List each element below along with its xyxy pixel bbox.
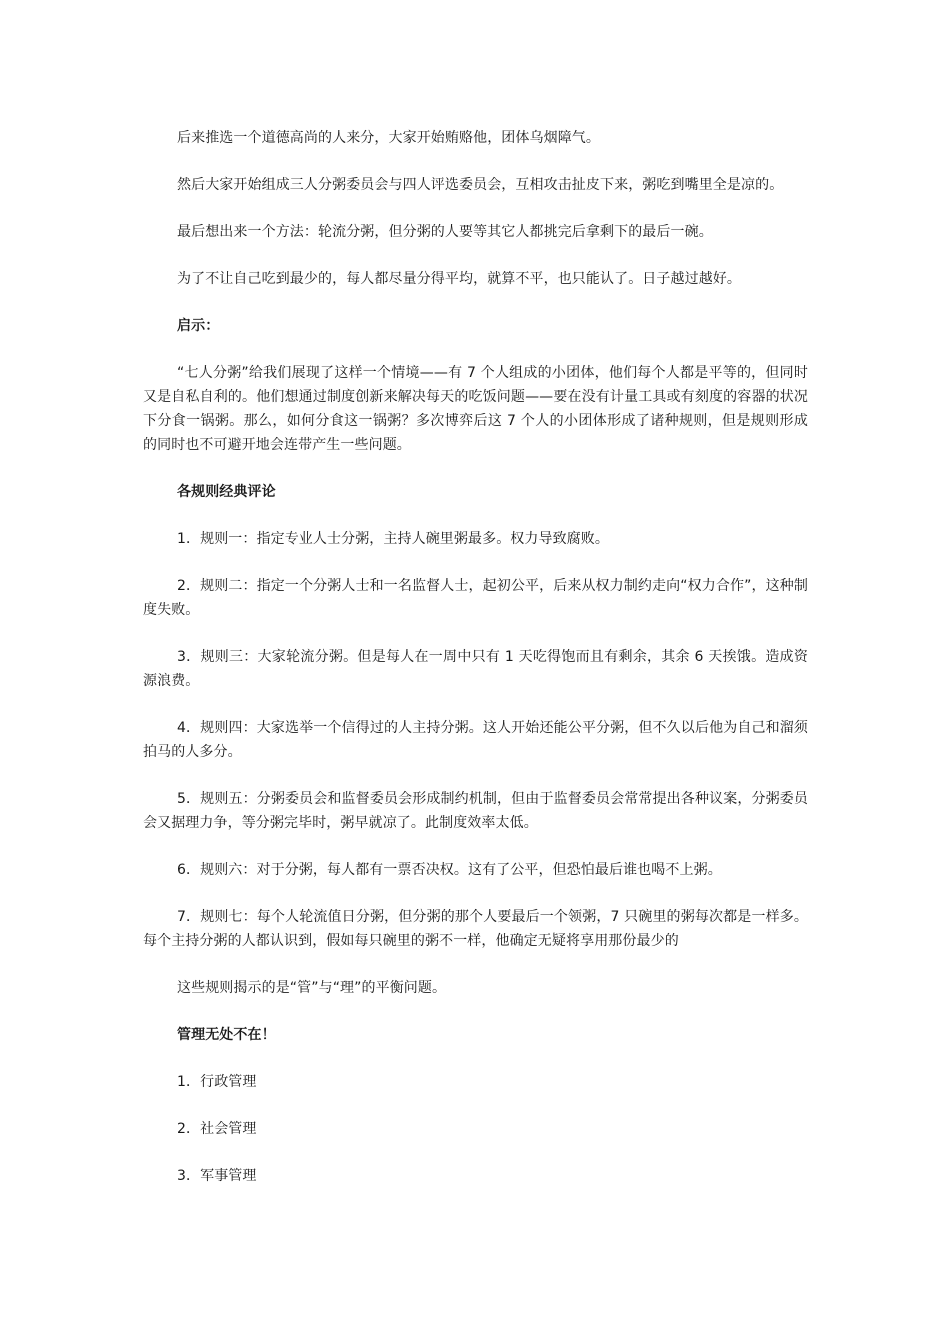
- rule-item-2: 2．规则二：指定一个分粥人士和一名监督人士，起初公平，后来从权力制约走向“权力合作”，这种制度失败。: [143, 578, 808, 618]
- rule-item-3: 3．规则三：大家轮流分粥。但是每人在一周中只有 1 天吃得饱而且有剩余，其余 6 天挨饿。造成资源浪费。: [143, 649, 808, 689]
- list-item-administrative-management: 1．行政管理: [177, 1074, 257, 1090]
- paragraph-seven-people-story: “七人分粥”给我们展现了这样一个情境——有 7 个人组成的小团体，他们每个人都是平等的，但同时又是自私自利的。他们想通过制度创新来解决每天的吃饭问题——要在没有计量工具或有刻度的容器的状况下分食一锅粥。那么，如何分食这一锅粥？多次博弈后这 7 个人的小团体形成了诸种规则，但是规则形成的同时也不可避开地会连带产生一些问题。: [143, 365, 808, 453]
- rule-item-5: 5．规则五：分粥委员会和监督委员会形成制约机制，但由于监督委员会常常提出各种议案，分粥委员会又据理力争，等分粥完毕时，粥早就凉了。此制度效率太低。: [143, 791, 808, 831]
- paragraph-recommend-moral-person: 后来推选一个道德高尚的人来分，大家开始贿赂他，团体乌烟障气。: [177, 130, 600, 146]
- rule-item-1: 1．规则一：指定专业人士分粥，主持人碗里粥最多。权力导致腐败。: [177, 531, 610, 547]
- list-item-social-management: 2．社会管理: [177, 1121, 257, 1137]
- list-item-military-management: 3．军事管理: [177, 1168, 257, 1184]
- heading-management-everywhere: 管理无处不在！: [177, 1027, 276, 1043]
- paragraph-balance-summary: 这些规则揭示的是“管”与“理”的平衡问题。: [177, 980, 447, 996]
- paragraph-final-method: 最后想出来一个方法：轮流分粥，但分粥的人要等其它人都挑完后拿剩下的最后一碗。: [177, 224, 713, 240]
- rule-item-4: 4．规则四：大家选举一个信得过的人主持分粥。这人开始还能公平分粥，但不久以后他为自己和溜须拍马的人多分。: [143, 720, 808, 760]
- heading-insight: 启示：: [177, 318, 220, 334]
- rule-item-6: 6．规则六：对于分粥，每人都有一票否决权。这有了公平，但恐怕最后谁也喝不上粥。: [177, 862, 722, 878]
- rule-item-7: 7．规则七：每个人轮流值日分粥，但分粥的那个人要最后一个领粥，7 只碗里的粥每次都是一样多。每个主持分粥的人都认识到，假如每只碗里的粥不一样，他确定无疑将享用那份最少的: [143, 909, 808, 949]
- paragraph-average-division: 为了不让自己吃到最少的，每人都尽量分得平均，就算不平，也只能认了。日子越过越好。: [177, 271, 741, 287]
- paragraph-committee: 然后大家开始组成三人分粥委员会与四人评选委员会，互相攻击扯皮下来，粥吃到嘴里全是凉的。: [177, 177, 784, 193]
- heading-rules-review: 各规则经典评论: [177, 484, 276, 500]
- document-body: [143, 126, 808, 1211]
